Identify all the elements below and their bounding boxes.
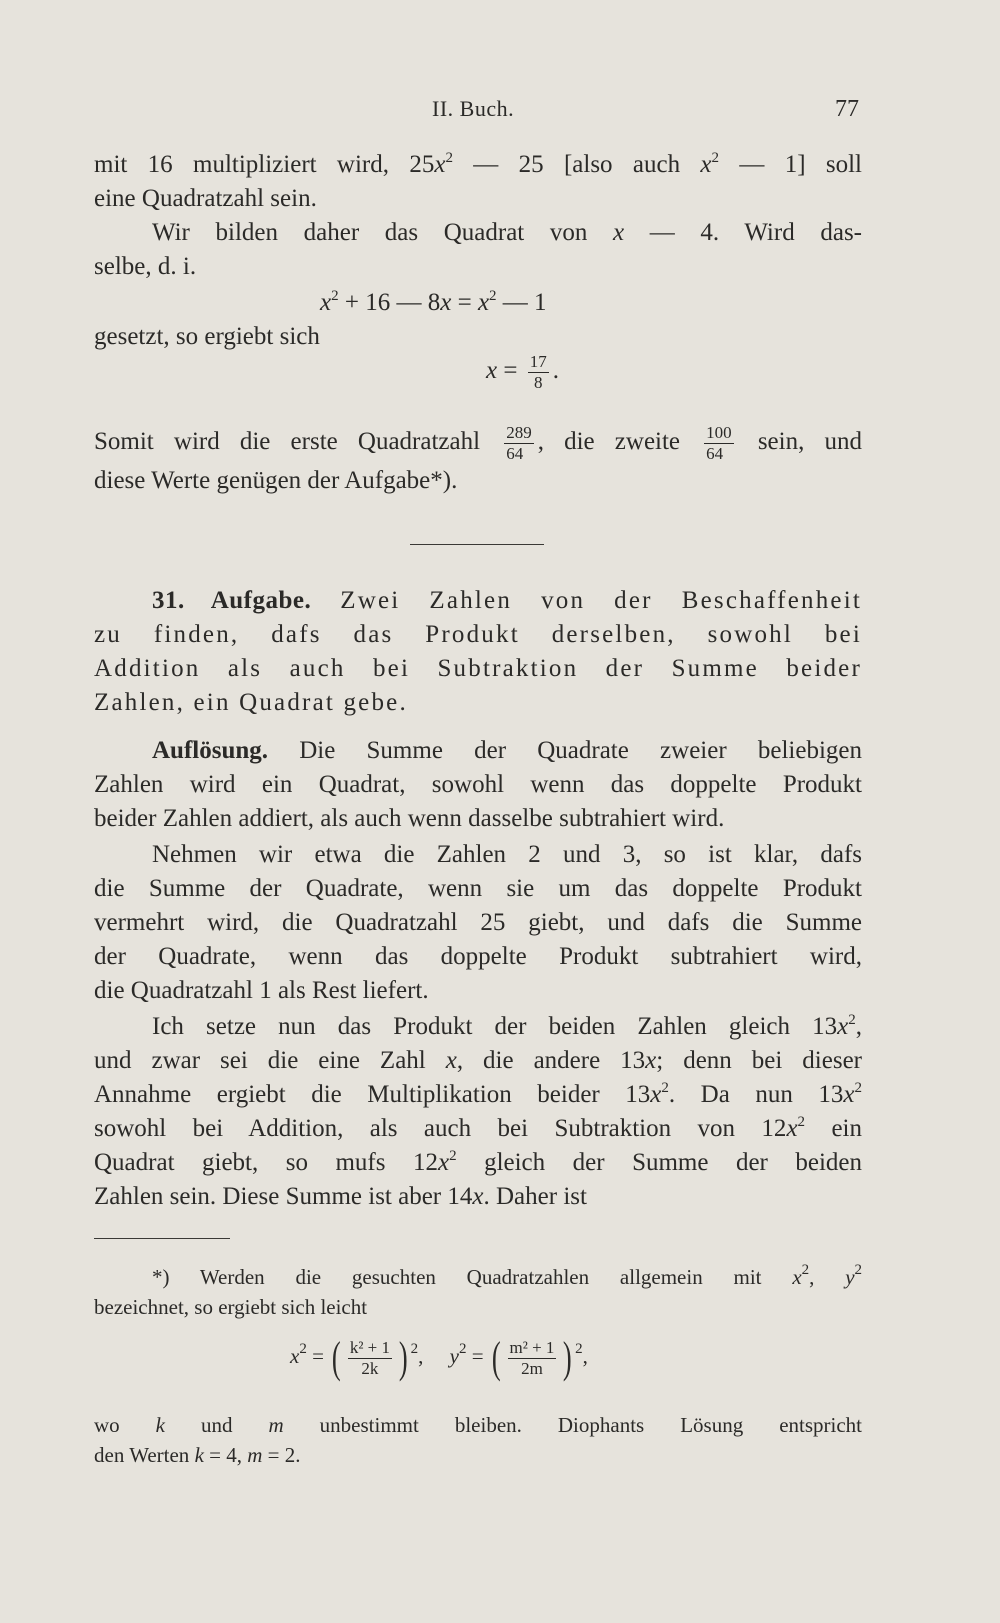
- solution-paragraph: [94, 734, 862, 836]
- text-line: bezeichnet, so ergiebt sich leicht: [94, 1295, 368, 1319]
- paren-left: (: [491, 1333, 501, 1383]
- text-line: diese Werte genügen der Aufgabe*).: [94, 467, 458, 494]
- text-line: beider Zahlen addiert, als auch wenn dasselbe subtrahiert wird.: [94, 805, 725, 832]
- text-line: Ich setze nun das Produkt der beiden Zahlen gleich $13x^2$,: [152, 1012, 862, 1040]
- text-line: Addition als auch bei Subtraktion der Summe beider: [94, 655, 862, 682]
- text-line: zu finden, dafs das Produkt derselben, sowohl bei: [94, 621, 862, 648]
- equation-2: x = $\frac{17}{8}$ .: [486, 352, 559, 392]
- fraction: $\frac{\text{m² + 1}}{2m}$: [509, 1337, 555, 1378]
- text-line: Quadrat giebt, so mufs $12x^2$ gleich der Summe der beiden: [94, 1148, 862, 1176]
- text-line: wo k und m unbestimmt bleiben. Diophants Lösung entspricht: [94, 1413, 863, 1437]
- paragraph-setup: [94, 1010, 862, 1214]
- text-line: Auflösung. Die Summe der Quadrate zweier beliebigen: [152, 737, 862, 764]
- text-line: der Quadrate, wenn das doppelte Produkt subtrahiert wird,: [94, 943, 862, 970]
- text-line: Zahlen wird ein Quadrat, sowohl wenn das doppelte Produkt: [94, 771, 862, 798]
- fraction: $\frac{289}{64}$: [506, 422, 532, 463]
- footnote-equation: $x^2$ = ( $\frac{\text{k² + 1}}{2k}$ ) $^2$, $y^2$ = ( $\frac{\text{m² + 1}}{2m}$ ) $^2$,: [290, 1333, 588, 1383]
- problem-label: 31. Aufgabe.: [152, 587, 312, 614]
- footnote-end: [94, 1410, 862, 1470]
- text-line: gesetzt, so ergiebt sich: [94, 323, 320, 350]
- text-line: Nehmen wir etwa die Zahlen 2 und 3, so ist klar, dafs: [152, 841, 862, 868]
- text-line: eine Quadratzahl sein.: [94, 185, 317, 212]
- page-header: [0, 96, 1000, 132]
- paren-right: ): [398, 1333, 408, 1383]
- problem-31: [94, 584, 862, 720]
- text-line: Wir bilden daher das Quadrat von x — 4. Wird das-: [152, 219, 862, 246]
- paren-left: (: [332, 1333, 341, 1383]
- paragraph-result-intro: [94, 320, 862, 354]
- text-line: Zahlen sein. Diese Summe ist aber 14x. Daher ist: [94, 1183, 587, 1210]
- paragraph-example: [94, 838, 862, 1008]
- text-line: die Quadratzahl 1 als Rest liefert.: [94, 977, 429, 1004]
- page-number: 77: [835, 96, 859, 122]
- equation-1: $x^2 + 16$ — $8x = x^2$ — 1: [320, 288, 547, 316]
- text-line: sowohl bei Addition, als auch bei Subtraktion von $12x^2$ ein: [94, 1114, 862, 1142]
- footnote-divider: [94, 1238, 230, 1239]
- paren-right: ): [563, 1333, 573, 1383]
- text-line: selbe, d. i.: [94, 253, 197, 280]
- text-line: und zwar sei die eine Zahl x, die andere 13x; denn bei dieser: [94, 1047, 862, 1074]
- text-line: Somit wird die erste Quadratzahl $\frac{289}{64}$ , die zweite $\frac{100}{64}$ sein, und: [94, 422, 862, 463]
- fraction: $\frac{100}{64}$: [706, 422, 732, 463]
- section-divider: [410, 544, 544, 545]
- text-line: *) Werden die gesuchten Quadratzahlen allgemein mit $x^2$, $y^2$: [152, 1262, 863, 1289]
- text-line: Annahme ergiebt die Multiplikation beider $13x^2$. Da nun $13x^2$: [94, 1080, 862, 1108]
- text-line: Zahlen, ein Quadrat gebe.: [94, 689, 408, 716]
- text-line: 31. Aufgabe. Zwei Zahlen von der Beschaffenheit: [152, 587, 862, 614]
- running-title: II. Buch.: [432, 96, 515, 121]
- text-line: den Werten k = 4, m = 2.: [94, 1443, 301, 1467]
- solution-label: Auflösung.: [152, 737, 269, 764]
- text-line: die Summe der Quadrate, wenn sie um das doppelte Produkt: [94, 875, 862, 902]
- fraction: $\frac{\text{k² + 1}}{2k}$: [349, 1337, 391, 1378]
- text-line: mit 16 multipliziert wird, $25x^2$ — 25 [also auch $x^2$ — 1] soll: [94, 150, 862, 178]
- footnote: [94, 1262, 862, 1322]
- fraction: $\frac{17}{8}$: [529, 352, 547, 392]
- paragraph-intro: [94, 148, 862, 216]
- paragraph-square: [94, 216, 862, 284]
- paragraph-squares: [94, 420, 862, 498]
- text-line: vermehrt wird, die Quadratzahl 25 giebt, und dafs die Summe: [94, 909, 862, 936]
